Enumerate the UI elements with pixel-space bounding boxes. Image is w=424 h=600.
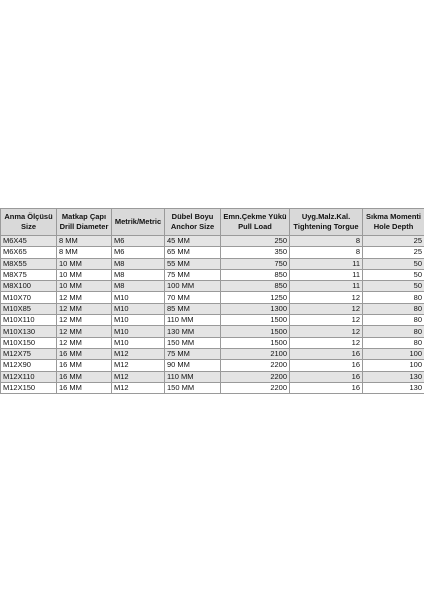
cell-pull-load: 1300 [221, 303, 290, 314]
cell-anchor-size: 150 MM [165, 382, 221, 393]
cell-tightening-torque: 16 [290, 348, 363, 359]
cell-size: M12X90 [1, 360, 57, 371]
table-row [1, 303, 424, 314]
table-row [1, 281, 424, 292]
cell-tightening-torque: 16 [290, 371, 363, 382]
cell-hole-depth: 50 [363, 258, 424, 269]
table-row [1, 371, 424, 382]
cell-metric: M8 [112, 258, 165, 269]
cell-anchor-size: 70 MM [165, 292, 221, 303]
cell-pull-load: 750 [221, 258, 290, 269]
cell-hole-depth: 25 [363, 236, 424, 247]
cell-size: M8X100 [1, 281, 57, 292]
cell-drill-diameter: 12 MM [57, 292, 112, 303]
cell-anchor-size: 130 MM [165, 326, 221, 337]
cell-anchor-size: 75 MM [165, 269, 221, 280]
cell-hole-depth: 130 [363, 371, 424, 382]
header-anchor-size: Dübel Boyu Anchor Size [165, 209, 221, 236]
table-row [1, 326, 424, 337]
cell-hole-depth: 80 [363, 326, 424, 337]
cell-hole-depth: 130 [363, 382, 424, 393]
cell-size: M8X75 [1, 269, 57, 280]
cell-size: M8X55 [1, 258, 57, 269]
cell-anchor-size: 75 MM [165, 348, 221, 359]
cell-metric: M10 [112, 303, 165, 314]
cell-drill-diameter: 16 MM [57, 360, 112, 371]
cell-anchor-size: 150 MM [165, 337, 221, 348]
cell-pull-load: 850 [221, 281, 290, 292]
table-row [1, 247, 424, 258]
cell-pull-load: 2200 [221, 360, 290, 371]
cell-pull-load: 1500 [221, 337, 290, 348]
table-header-row [1, 209, 424, 236]
cell-anchor-size: 65 MM [165, 247, 221, 258]
cell-pull-load: 850 [221, 269, 290, 280]
cell-metric: M10 [112, 315, 165, 326]
cell-metric: M12 [112, 371, 165, 382]
cell-hole-depth: 80 [363, 315, 424, 326]
cell-tightening-torque: 8 [290, 236, 363, 247]
cell-drill-diameter: 8 MM [57, 247, 112, 258]
header-size: Anma Ölçüsü Size [1, 209, 57, 236]
cell-drill-diameter: 8 MM [57, 236, 112, 247]
cell-drill-diameter: 12 MM [57, 303, 112, 314]
table-row [1, 337, 424, 348]
table-row [1, 269, 424, 280]
cell-metric: M10 [112, 292, 165, 303]
cell-size: M10X150 [1, 337, 57, 348]
cell-hole-depth: 100 [363, 360, 424, 371]
table-body [1, 236, 424, 394]
cell-tightening-torque: 8 [290, 247, 363, 258]
table-row [1, 360, 424, 371]
cell-pull-load: 1250 [221, 292, 290, 303]
cell-metric: M8 [112, 281, 165, 292]
cell-anchor-size: 90 MM [165, 360, 221, 371]
cell-anchor-size: 110 MM [165, 315, 221, 326]
cell-size: M10X110 [1, 315, 57, 326]
anchor-spec-table [0, 208, 424, 394]
cell-hole-depth: 80 [363, 337, 424, 348]
cell-metric: M12 [112, 360, 165, 371]
cell-metric: M10 [112, 326, 165, 337]
header-metric: Metrik/Metric [112, 209, 165, 236]
cell-pull-load: 2200 [221, 371, 290, 382]
cell-tightening-torque: 16 [290, 382, 363, 393]
cell-tightening-torque: 12 [290, 337, 363, 348]
cell-drill-diameter: 10 MM [57, 258, 112, 269]
cell-tightening-torque: 12 [290, 303, 363, 314]
cell-metric: M6 [112, 236, 165, 247]
cell-drill-diameter: 10 MM [57, 281, 112, 292]
cell-size: M10X85 [1, 303, 57, 314]
table-row [1, 236, 424, 247]
cell-drill-diameter: 12 MM [57, 326, 112, 337]
cell-hole-depth: 80 [363, 303, 424, 314]
cell-drill-diameter: 10 MM [57, 269, 112, 280]
cell-pull-load: 2200 [221, 382, 290, 393]
cell-anchor-size: 55 MM [165, 258, 221, 269]
table-row [1, 315, 424, 326]
cell-metric: M12 [112, 382, 165, 393]
cell-size: M12X75 [1, 348, 57, 359]
cell-metric: M8 [112, 269, 165, 280]
cell-tightening-torque: 11 [290, 281, 363, 292]
cell-metric: M12 [112, 348, 165, 359]
cell-pull-load: 350 [221, 247, 290, 258]
cell-pull-load: 1500 [221, 315, 290, 326]
cell-pull-load: 1500 [221, 326, 290, 337]
cell-size: M10X130 [1, 326, 57, 337]
header-pull-load: Emn.Çekme Yükü Pull Load [221, 209, 290, 236]
cell-drill-diameter: 16 MM [57, 371, 112, 382]
cell-drill-diameter: 16 MM [57, 348, 112, 359]
cell-hole-depth: 80 [363, 292, 424, 303]
cell-size: M6X65 [1, 247, 57, 258]
cell-tightening-torque: 16 [290, 360, 363, 371]
table-row [1, 348, 424, 359]
cell-tightening-torque: 12 [290, 292, 363, 303]
cell-hole-depth: 25 [363, 247, 424, 258]
header-drill-diameter: Matkap Çapı Drill Diameter [57, 209, 112, 236]
cell-pull-load: 2100 [221, 348, 290, 359]
cell-size: M10X70 [1, 292, 57, 303]
cell-drill-diameter: 16 MM [57, 382, 112, 393]
cell-anchor-size: 110 MM [165, 371, 221, 382]
cell-anchor-size: 45 MM [165, 236, 221, 247]
header-tightening-torque: Uyg.Malz.Kal. Tightening Torgue [290, 209, 363, 236]
cell-metric: M6 [112, 247, 165, 258]
cell-pull-load: 250 [221, 236, 290, 247]
cell-tightening-torque: 12 [290, 326, 363, 337]
cell-anchor-size: 85 MM [165, 303, 221, 314]
cell-tightening-torque: 11 [290, 269, 363, 280]
table-row [1, 382, 424, 393]
cell-hole-depth: 50 [363, 281, 424, 292]
table-row [1, 258, 424, 269]
cell-hole-depth: 100 [363, 348, 424, 359]
cell-size: M12X150 [1, 382, 57, 393]
cell-drill-diameter: 12 MM [57, 337, 112, 348]
header-hole-depth: Sıkma Momenti Hole Depth [363, 209, 424, 236]
cell-tightening-torque: 11 [290, 258, 363, 269]
cell-metric: M10 [112, 337, 165, 348]
cell-anchor-size: 100 MM [165, 281, 221, 292]
cell-size: M12X110 [1, 371, 57, 382]
cell-size: M6X45 [1, 236, 57, 247]
cell-drill-diameter: 12 MM [57, 315, 112, 326]
cell-hole-depth: 50 [363, 269, 424, 280]
table-row [1, 292, 424, 303]
cell-tightening-torque: 12 [290, 315, 363, 326]
